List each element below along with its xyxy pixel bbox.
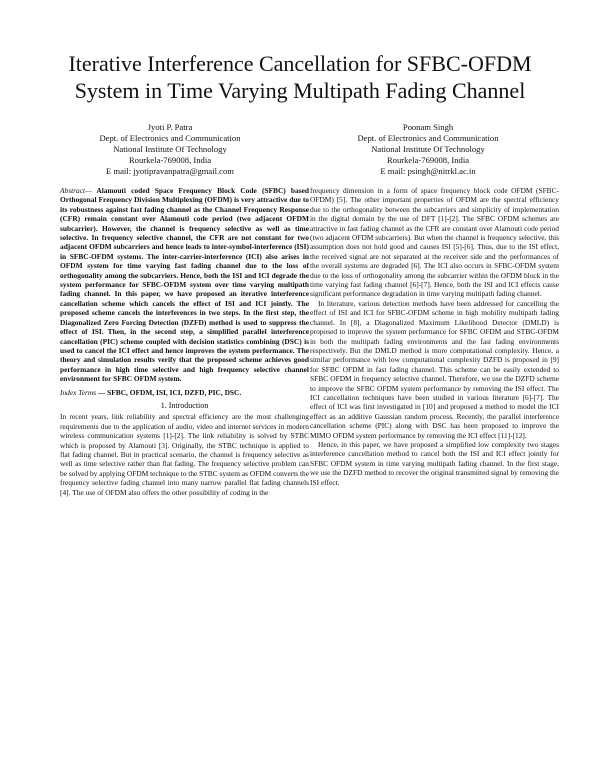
abstract-label: Abstract— [60,186,92,195]
right-column [310,186,559,487]
author-email: E mail: jyotipravanpatra@gmail.com [106,166,234,176]
author-institute: National Institute Of Technology [113,144,227,154]
author-name: Jyoti P. Patra [147,122,193,132]
author-block-2 [313,122,543,177]
left-column [60,186,309,497]
author-city: Rourkela-769008, India [386,155,470,165]
title-line-2: System in Time Varying Multipath Fading Channel [74,78,526,103]
author-email: E mail: psingh@nitrkl.ac.in [380,166,476,176]
index-terms [60,388,309,397]
author-name: Poonam Singh [402,122,454,132]
author-dept: Dept. of Electronics and Communication [99,133,241,143]
author-block-1 [55,122,285,177]
intro-paragraph-1: In recent years, link reliability and spectral efficiency are the most challenging requirements due to the application of audio, video and internet services in modern wireless communication systems [1]-[2]. The link reliability is solved by STBC which is proposed by Alamouti [3]. Originally, the STBC technique is applied to flat fading channel. But in practical scenario, the channel is frequency selective as well as time selective rather than flat fading. The frequency selective problem can be solved by applying OFDM technique to the STBC system as OFDM converts the frequency selective fading channel into many narrow parallel flat fading channels [4]. The use of OFDM also offers the other possibility of coding in the [60,412,310,497]
abstract-text: Alamouti coded Space Frequency Block Code (SFBC) based Orthogonal Frequency Division Multiplexing (OFDM) is very attractive due to its robustness against fast fading channel as the Channel Frequency Response (CFR) remain constant over Alamouti code period (two adjacent OFDM subcarrier). However, the channel is frequency selective as well as time selective. In frequency selective channel, the CFR are not constant for two adjacent OFDM subcarriers and hence leads to inter-symbol-interference (ISI) in SFBC-OFDM systems. The inter-carrier-interference (ICI) also arises in OFDM system for time varying fast fading channel due to the loss of orthogonality among the subcarriers. Hence, both the ISI and ICI degrade the system performance for SFBC-OFDM system over time varying multipath fading channel. In this paper, we have proposed an iterative interference cancellation scheme which cancels the effect of ISI and ICI jointly. The proposed scheme cancels the interferences in two steps. In the first step, the Diagonalized Zero Forcing Detection (DZFD) method is used to suppress the effect of ISI. Then, in the second step, a simplified parallel interference cancellation (PIC) scheme coupled with decision statistics combining (DSC) is used to cancel the ICI effect and hence improves the system performance. The theory and simulation results verify that the proposed scheme achieves good performance in high time selective and high frequency selective channel environment for SFBC OFDM system. [60,186,309,384]
intro-paragraph-2: frequency dimension in a form of space frequency block code OFDM (SFBC-OFDM) [5]. The other important properties of OFDM are the spectral efficiency due to the orthogonality between the subcarriers and simplicity of implementation in the digital domain by the use of DFT [1]-[2]. The SFBC OFDM schemes are attractive in fast fading channel as the CFR are constant over Alamouti code period (two adjacent OFDM subcarriers). But when the channel is frequency selective, this assumption does not hold good and causes ISI [5]-[6]. Thus, due to the ISI effect, the received signal are not separated at the receiver side and the performances of the overall systems are degraded [6]. The ICI also occurs in SFBC-OFDM system due to the loss of orthogonality among the subcarrier within the OFDM block in the time varying fast fading channel [6]-[7]. Hence, both the ISI and ICI effects cause significant performance degradation in time varying multipath fading channel. [310,186,559,299]
author-institute: National Institute Of Technology [371,144,485,154]
abstract [60,186,309,384]
section-heading-introduction: 1. Introduction [160,400,209,410]
intro-paragraph-3: In literature, various detection methods have been addressed for cancelling the effect of ISI and ICI for SFBC-OFDM scheme in high mobility multipath fading channel. In [8], a Diagonalized Maximum Likelihood Detector (DMLD) is proposed to improve the system performance for SFBC OFDM and STBC-OFDM in both the multipath fading environments and the fast fading environments respectively. But the DMLD method is more computational complexity. Hence, a similar performance with low computational complexity DZFD is proposed in [9] for SFBC OFDM in fast fading channel. This scheme can be easily extended to SFBC OFDM in frequency selective channel. Therefore, we use the DZFD scheme to improve the SFBC OFDM system performance by removing the ISI effect. The ICI cancellation techniques have been studied in various literature [6]-[7]. The effect of ICI was first investigated in [10] and proposed a method to model the ICI effect as an additive Gaussian random process. Recently, the parallel interference cancellation scheme (PIC) along with DSC has been proposed to improve the MIMO OFDM system performance by removing the ICI effect [11]-[12]. [310,298,559,440]
index-terms-text: — SFBC, OFDM, ISI, ICI, DZFD, PIC, DSC. [96,387,242,397]
paper-title [40,50,560,104]
intro-paragraph-4: Hence, in this paper, we have proposed a simplified low complexity two stages interference cancellation method to cancel both the ISI and ICI effect jointly for SFBC OFDM system in time varying multipath fading channel. In the first stage, we use the DZFD method to recover the original transmitted signal by removing the ISI effect. [310,439,559,487]
author-city: Rourkela-769008, India [128,155,212,165]
title-line-1: Iterative Interference Cancellation for SFBC-OFDM [68,51,532,76]
index-terms-label: Index Terms [60,387,97,397]
author-dept: Dept. of Electronics and Communication [357,133,499,143]
